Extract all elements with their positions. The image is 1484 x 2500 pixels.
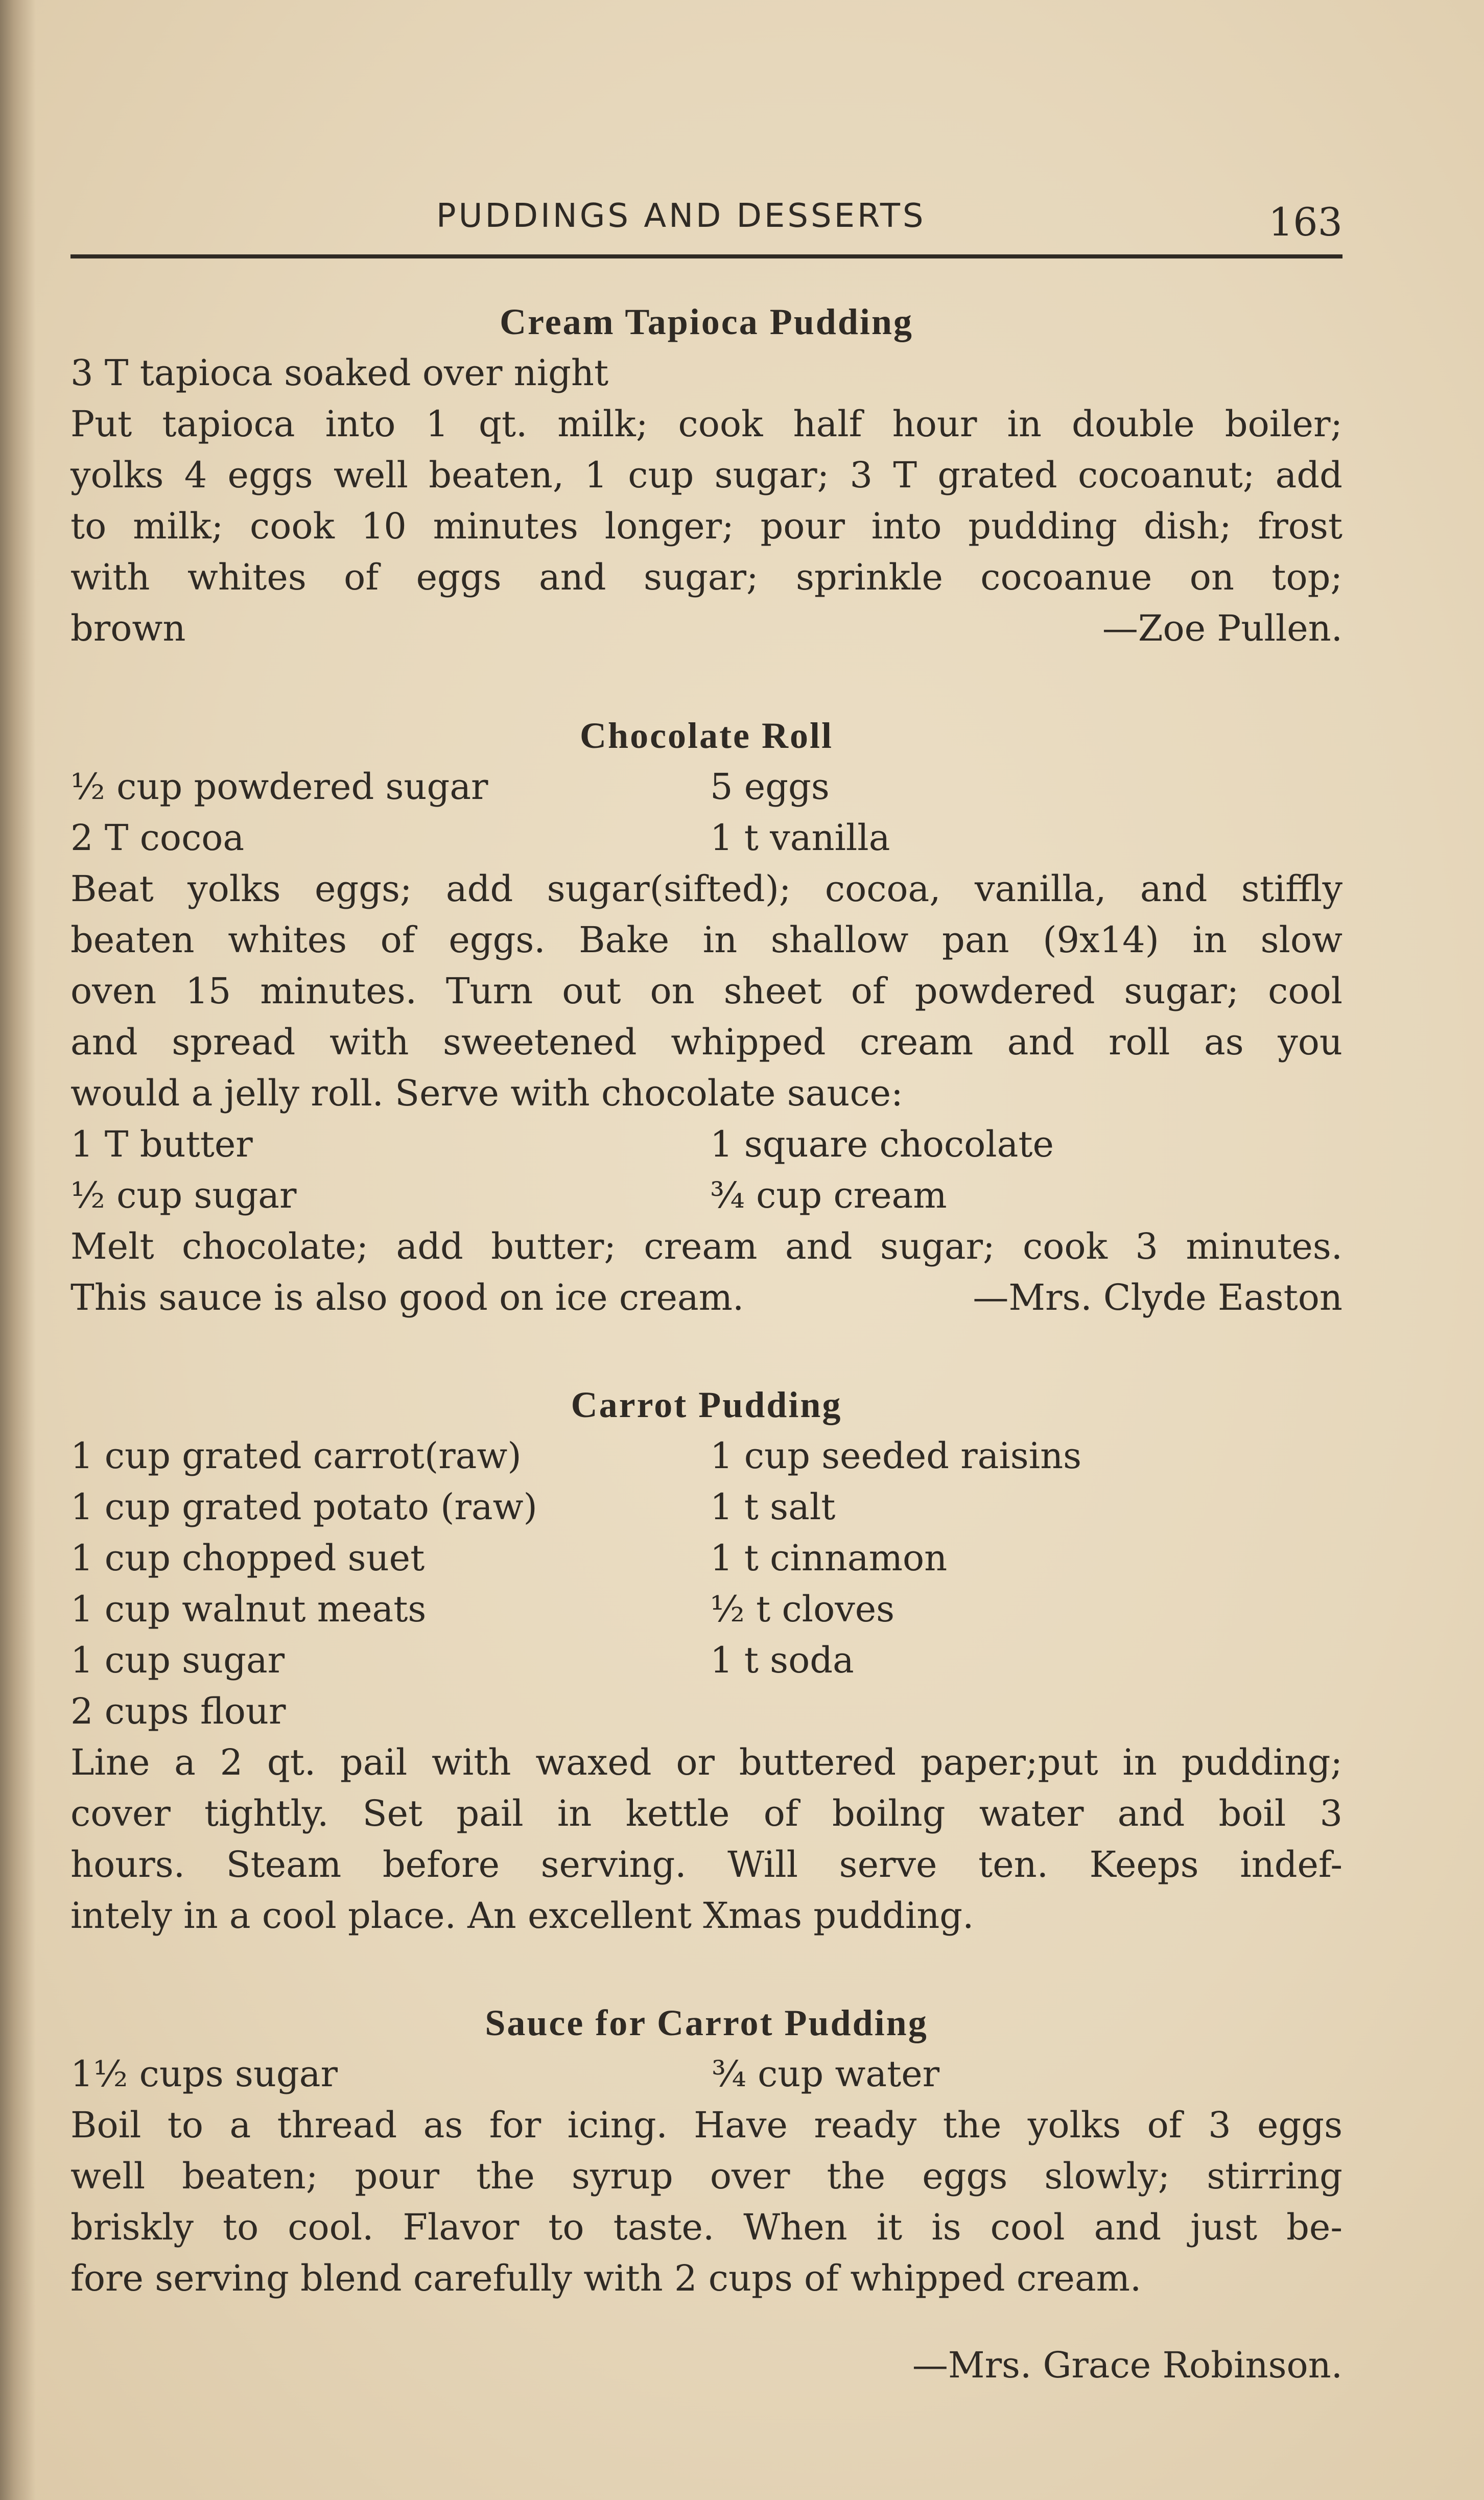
recipe-line: to milk; cook 10 minutes longer; pour into pudding dish; frost xyxy=(70,505,1342,547)
recipe-line: Put tapioca into 1 qt. milk; cook half hour in double boiler; xyxy=(70,403,1342,445)
ingredient: 1 t cinnamon xyxy=(710,1537,948,1579)
ingredient: 1 t salt xyxy=(710,1486,836,1528)
ingredient: 1 t soda xyxy=(710,1639,854,1681)
ingredient: 1 cup grated potato (raw) xyxy=(70,1486,537,1528)
ingredient: ¾ cup water xyxy=(712,2053,940,2095)
recipe-carrot-pudding xyxy=(70,1379,1342,1941)
ingredient: 1 cup walnut meats xyxy=(70,1588,427,1630)
ingredient: 1 t vanilla xyxy=(710,817,890,859)
recipe-line: well beaten; pour the syrup over the eggs slowly; stirring xyxy=(70,2155,1342,2197)
ingredient-row xyxy=(70,1532,1342,1584)
section-gap xyxy=(70,1323,1342,1379)
recipe-line: This sauce is also good on ice cream. xyxy=(70,1277,744,1318)
recipe-line: beaten whites of eggs. Bake in shallow pan (9x14) in slow xyxy=(70,919,1342,961)
recipe-title: Carrot Pudding xyxy=(571,1384,842,1425)
ingredient: ½ cup powdered sugar xyxy=(70,766,488,808)
ingredient-row xyxy=(70,1481,1342,1532)
sauce-ingredient-row xyxy=(70,1170,1342,1221)
recipe-line: intely in a cool place. An excellent Xmas pudding. xyxy=(70,1895,974,1937)
ingredient-row xyxy=(70,1430,1342,1481)
recipe-line: would a jelly roll. Serve with chocolate sauce: xyxy=(70,1072,903,1114)
sauce-ingredient-row xyxy=(70,1119,1342,1170)
section-gap xyxy=(70,654,1342,710)
recipe-last-line-row xyxy=(70,1272,1342,1323)
recipe-sauce-for-carrot-pudding xyxy=(70,1997,1342,2391)
book-spine-shadow xyxy=(0,0,36,2500)
ingredient: 1 cup sugar xyxy=(70,1639,285,1681)
recipe-last-line-row xyxy=(70,603,1342,654)
ingredient: ½ t cloves xyxy=(710,1588,895,1630)
section-gap xyxy=(70,1941,1342,1997)
header-rule xyxy=(70,254,1342,258)
recipe-line: briskly to cool. Flavor to taste. When it is cool and just be- xyxy=(70,2206,1342,2248)
recipe-line: with whites of eggs and sugar; sprinkle cocoanue on top; xyxy=(70,556,1342,598)
ingredient xyxy=(710,1686,1342,1737)
recipe-author: —Mrs. Clyde Easton xyxy=(973,1277,1342,1318)
ingredient: 2 cups flour xyxy=(70,1690,286,1732)
running-title: PUDDINGS AND DESSERTS xyxy=(436,197,926,235)
ingredient: 1½ cups sugar xyxy=(70,2053,338,2095)
ingredient-row xyxy=(70,1686,1342,1737)
recipe-line: Line a 2 qt. pail with waxed or buttered paper;put in pudding; xyxy=(70,1741,1342,1783)
recipe-line: fore serving blend carefully with 2 cups of whipped cream. xyxy=(70,2257,1142,2299)
recipe-line: Beat yolks eggs; add sugar(sifted); cocoa, vanilla, and stiffly xyxy=(70,868,1342,910)
recipe-line: cover tightly. Set pail in kettle of boilng water and boil 3 xyxy=(70,1793,1342,1834)
recipe-title: Sauce for Carrot Pudding xyxy=(485,2002,928,2043)
recipe-title: Chocolate Roll xyxy=(580,715,833,756)
ingredient: ½ cup sugar xyxy=(70,1174,297,1216)
recipe-line: and spread with sweetened whipped cream and roll as you xyxy=(70,1021,1342,1063)
ingredient-row xyxy=(70,761,1342,812)
ingredient: 1 T butter xyxy=(70,1123,253,1165)
ingredient-row xyxy=(70,1584,1342,1635)
recipe-line: Boil to a thread as for icing. Have ready the yolks of 3 eggs xyxy=(70,2104,1342,2146)
recipes-body xyxy=(70,296,1342,2426)
ingredient-row xyxy=(70,1635,1342,1686)
recipe-line: yolks 4 eggs well beaten, 1 cup sugar; 3 T grated cocoanut; add xyxy=(70,454,1342,496)
ingredient-row xyxy=(70,812,1342,863)
recipe-line: 3 T tapioca soaked over night xyxy=(70,352,609,394)
recipe-line: oven 15 minutes. Turn out on sheet of powdered sugar; cool xyxy=(70,970,1342,1012)
recipe-line: brown xyxy=(70,607,186,649)
ingredient: ¾ cup cream xyxy=(710,1174,947,1216)
recipe-line: hours. Steam before serving. Will serve ten. Keeps indef- xyxy=(70,1844,1342,1885)
recipe-cream-tapioca-pudding xyxy=(70,296,1342,654)
recipe-chocolate-roll xyxy=(70,710,1342,1323)
recipe-line: Melt chocolate; add butter; cream and sugar; cook 3 minutes. xyxy=(70,1225,1342,1267)
recipe-title: Cream Tapioca Pudding xyxy=(500,301,913,342)
ingredient: 1 cup grated carrot(raw) xyxy=(70,1435,522,1477)
recipe-author: —Zoe Pullen. xyxy=(1102,607,1342,649)
recipe-author: —Mrs. Grace Robinson. xyxy=(912,2344,1342,2386)
ingredient-row xyxy=(70,2048,1342,2100)
ingredient: 1 square chocolate xyxy=(710,1123,1054,1165)
ingredient: 1 cup seeded raisins xyxy=(710,1435,1082,1477)
ingredient: 5 eggs xyxy=(710,766,830,808)
ingredient: 1 cup chopped suet xyxy=(70,1537,425,1579)
ingredient: 2 T cocoa xyxy=(70,817,245,859)
page-number: 163 xyxy=(1268,199,1342,245)
page-header xyxy=(70,194,1342,255)
